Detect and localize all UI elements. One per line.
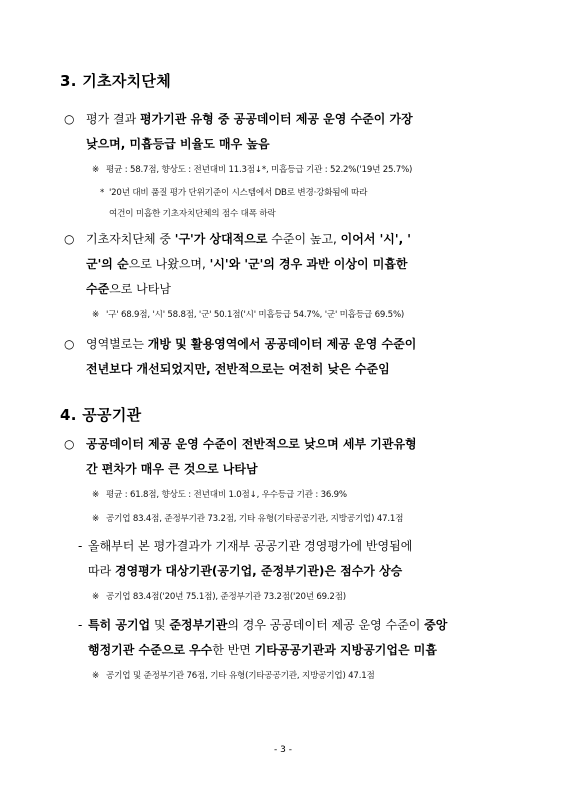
paragraph-line: 수준으로 나타남 xyxy=(86,282,171,296)
note-text: 평균 : 61.8점, 향상도 : 전년대비 1.0점↓, 우수등급 기관 : 36.9% xyxy=(106,490,347,500)
paragraph-line: 특히 공기업 및 준정부기관의 경우 공공데이터 제공 운영 수준이 중앙 xyxy=(88,618,448,632)
bullet: ○ xyxy=(64,437,75,451)
dash-bullet: - xyxy=(78,539,83,553)
bullet: ○ xyxy=(64,337,75,351)
subnote-mark: * xyxy=(100,188,105,198)
note-mark: ※ xyxy=(92,514,100,524)
note-text: 공기업 83.4점, 준정부기관 73.2점, 기타 유형(기타공공기관, 지방공기업) 47.1점 xyxy=(106,514,404,524)
paragraph-line: 평가 결과 평가기관 유형 중 공공데이터 제공 운영 수준이 가장 xyxy=(86,112,413,126)
section-4-title: 4. 공공기관 xyxy=(60,406,142,424)
note-text: 평균 : 58.7점, 향상도 : 전년대비 11.3점↓*, 미흡등급 기관 : 52.2%('19년 25.7%) xyxy=(106,165,413,175)
paragraph-line: 기초자치단체 중 '구'가 상대적으로 수준이 높고, 이어서 '시', ' xyxy=(86,232,411,246)
bullet: ○ xyxy=(64,232,75,246)
subnote-text: '20년 대비 품질 평가 단위기준이 시스템에서 DB로 변경·강화됨에 따라 xyxy=(109,188,368,198)
note-text: 공기업 및 준정부기관 76점, 기타 유형(기타공공기관, 지방공기업) 47.1점 xyxy=(106,671,375,681)
paragraph-line: 따라 경영평가 대상기관(공기업, 준정부기관)은 점수가 상승 xyxy=(88,564,403,578)
subnote-text: 여건이 미흡한 기초자치단체의 점수 대폭 하락 xyxy=(109,209,276,219)
paragraph-line: 간 편차가 매우 큰 것으로 나타남 xyxy=(86,462,258,476)
section-3-title: 3. 기초자치단체 xyxy=(60,72,171,90)
paragraph-line: 낮으며, 미흡등급 비율도 매우 높음 xyxy=(86,137,270,151)
note-mark: ※ xyxy=(92,490,100,500)
paragraph-line: 공공데이터 제공 운영 수준이 전반적으로 낮으며 세부 기관유형 xyxy=(86,437,417,451)
dash-bullet: - xyxy=(78,618,83,632)
note-text: 공기업 83.4점('20년 75.1점), 준정부기관 73.2점('20년 69.2점) xyxy=(106,592,346,602)
paragraph-line: 올해부터 본 평가결과가 기재부 공공기관 경영평가에 반영됨에 xyxy=(88,539,413,553)
note-mark: ※ xyxy=(92,310,100,320)
note-text: '구' 68.9점, '시' 58.8점, '군' 50.1점('시' 미흡등급 54.7%, '군' 미흡등급 69.5%) xyxy=(106,310,405,320)
note-mark: ※ xyxy=(92,165,100,175)
bullet: ○ xyxy=(64,112,75,126)
paragraph-line: 영역별로는 개방 및 활용영역에서 공공데이터 제공 운영 수준이 xyxy=(86,337,417,351)
note-mark: ※ xyxy=(92,592,100,602)
note-mark: ※ xyxy=(92,671,100,681)
paragraph-line: 군'의 순으로 나왔으며, '시'와 '군'의 경우 과반 이상이 미흡한 xyxy=(86,257,408,271)
paragraph-line: 전년보다 개선되었지만, 전반적으로는 여전히 낮은 수준임 xyxy=(86,362,390,376)
page-number: - 3 - xyxy=(274,745,292,755)
paragraph-line: 행정기관 수준으로 우수한 반면 기타공공기관과 지방공기업은 미흡 xyxy=(88,643,437,657)
